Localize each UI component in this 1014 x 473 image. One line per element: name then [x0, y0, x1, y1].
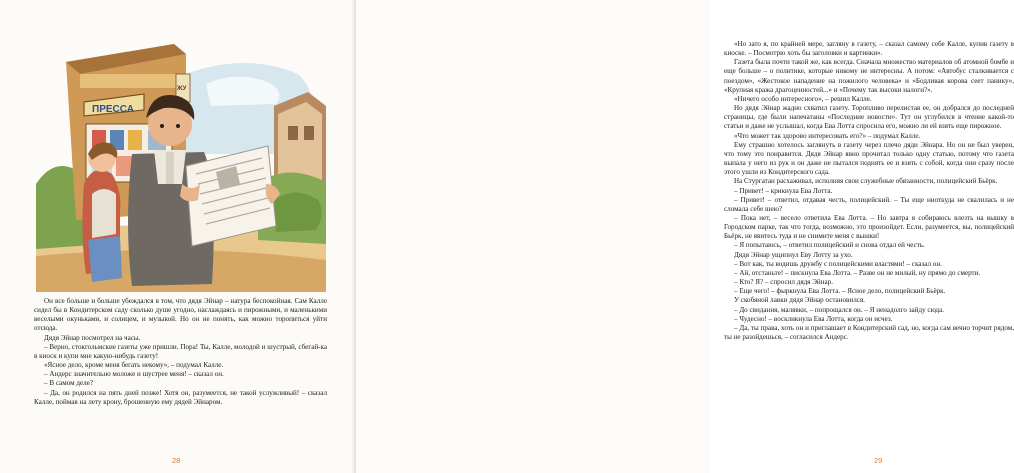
left-page-text — [34, 297, 327, 407]
paragraph: Ему страшно хотелось заглянуть в газету через плечо дяди Эйнара. Но он не был уверен, что тому это понравится. Дядя Эйнар явно прочитал только одну статью, потому что газета выпала у него из рук и он даже не пытался поднять ее и взять с собой, когда они сразу после этого ушли из Кондитерского сада. — [724, 140, 1014, 177]
paragraph: – Вот как, ты водишь дружбу с полицейскими властями! – сказал он. — [734, 259, 942, 268]
paragraph: – Андерс значительно моложе и шустрее меня! – сказал он. — [44, 370, 224, 379]
left-page — [0, 0, 354, 473]
paragraph: – До свидания, малявки, – попрощался он. – Я ненадолго зайду сюда. — [734, 305, 945, 314]
page-number-left: 28 — [172, 456, 181, 465]
illustration-kiosk-scene — [36, 34, 326, 292]
paragraph: – Ай, отстаньте! – пискнула Ева Лотта. – Разве он не милый, ну прямо до смерти. — [734, 268, 981, 277]
paragraph: «Но зато я, по крайней мере, загляну в газету, – сказал самому себе Калле, купив газету в киоске. – Посмотрю хоть бы заголовки и картинки». — [724, 40, 1014, 58]
paragraph: – Верно, стокгольмские газеты уже пришли. Пора! Ты, Калле, молодой и шустрый, сбегай-ка в киоск и купи мне какую-нибудь газету! — [34, 342, 327, 360]
paragraph: – Чудесно! – воскликнула Ева Лотта, когда он исчез. — [734, 314, 893, 323]
paragraph: – Да, он родился на пять дней позже! Хотя он, разумеется, не такой услужливый! – сказал Калле, поймав на лету крону, брошенную ему дядей Эйнаром. — [34, 388, 327, 406]
paragraph: «Что может так здорово интересовать его?» – подумал Калле. — [734, 131, 921, 140]
paragraph: Он все больше и больше убеждался в том, что дядя Эйнар – натура беспокойная. Сам Калле сидел бы в Кондитерском саду сколько душе угодно, наслаждаясь и пирожными, и маленькими веселыми окуньками, и солнцем, и музыкой. Но он не понять, как можно торопиться уйти отсюда. — [34, 297, 327, 333]
paragraph: Дядя Эйнар ущипнул Еву Лотту за ухо. — [734, 250, 853, 259]
paragraph: На Стургатан расхаживал, исполняя свои служебные обязанности, полицейский Бьёрк. — [734, 177, 998, 186]
right-page — [356, 0, 1014, 473]
paragraph: – Привет! – ответил, отдавая честь, полицейский. – Ты еще ниоткуда не свалилась и не сломала себе шею? — [724, 195, 1014, 213]
paragraph: – Я попытаюсь, – ответил полицейский и снова отдал ей честь. — [734, 241, 925, 250]
paragraph: – Да, ты права, хоть он и приглашает в Кондитерский сад, но, когда сам вечно торчит рядом, ты не разойдешься, – согласился Андерс. — [724, 323, 1014, 341]
paragraph: – Еще чего! – фыркнула Ева Лотта. – Ясное дело, полицейский Бьёрк. — [734, 287, 946, 296]
paragraph: – Привет! – крикнула Ева Лотта. — [734, 186, 833, 195]
paragraph: У скобяной лавки дядя Эйнар остановился. — [734, 296, 865, 305]
paragraph: «Ясное дело, кроме меня бегать некому», – подумал Калле. — [44, 361, 224, 370]
paragraph: – Кто? Я? – спросил дядя Эйнар. — [734, 278, 833, 287]
kiosk-sign-text: ПРЕССА — [92, 104, 134, 115]
kiosk-side-sign-text: ЖУ — [177, 86, 187, 92]
paragraph: Газета была почти такой же, как всегда. Сначала множество материалов об атомной бомбе и еще больше – о политике, которые никому не интересны. А потом: «Автобус сталкивается с поездом», «Жестокое нападение на пожилого человека» и «Бодливая корова сеет панику», «Крупная кража драгоценностей...» и «Почему так высоки налоги?». — [724, 58, 1014, 94]
right-page-text — [724, 40, 1014, 342]
paragraph: – Пока нет, – весело ответила Ева Лотта. – Но завтра я собираюсь влезть на вышку в Городском парке, так что тогда, возможно, это произойдет. Если, разумеется, вы, полицейский Бьёрк, не явитесь туда и не снимите меня с вышки! — [724, 213, 1014, 241]
page-number-right: 29 — [874, 456, 883, 465]
paragraph: «Ничего особо интересного», – решил Калле. — [734, 94, 872, 103]
paragraph: – В самом деле? — [44, 379, 93, 388]
paragraph: Дядя Эйнар посмотрел на часы. — [44, 333, 141, 342]
paragraph: Но дядя Эйнар жадно схватил газету. Торопливо перелистав ее, он добрался до последней страницы, где были напечатаны «Последние новости». Тут он углубился в чтение какой-то статьи и даже не услышал, когда Ева Лотта спросила его, можно ли ей взять еще пирожное. — [724, 104, 1014, 131]
